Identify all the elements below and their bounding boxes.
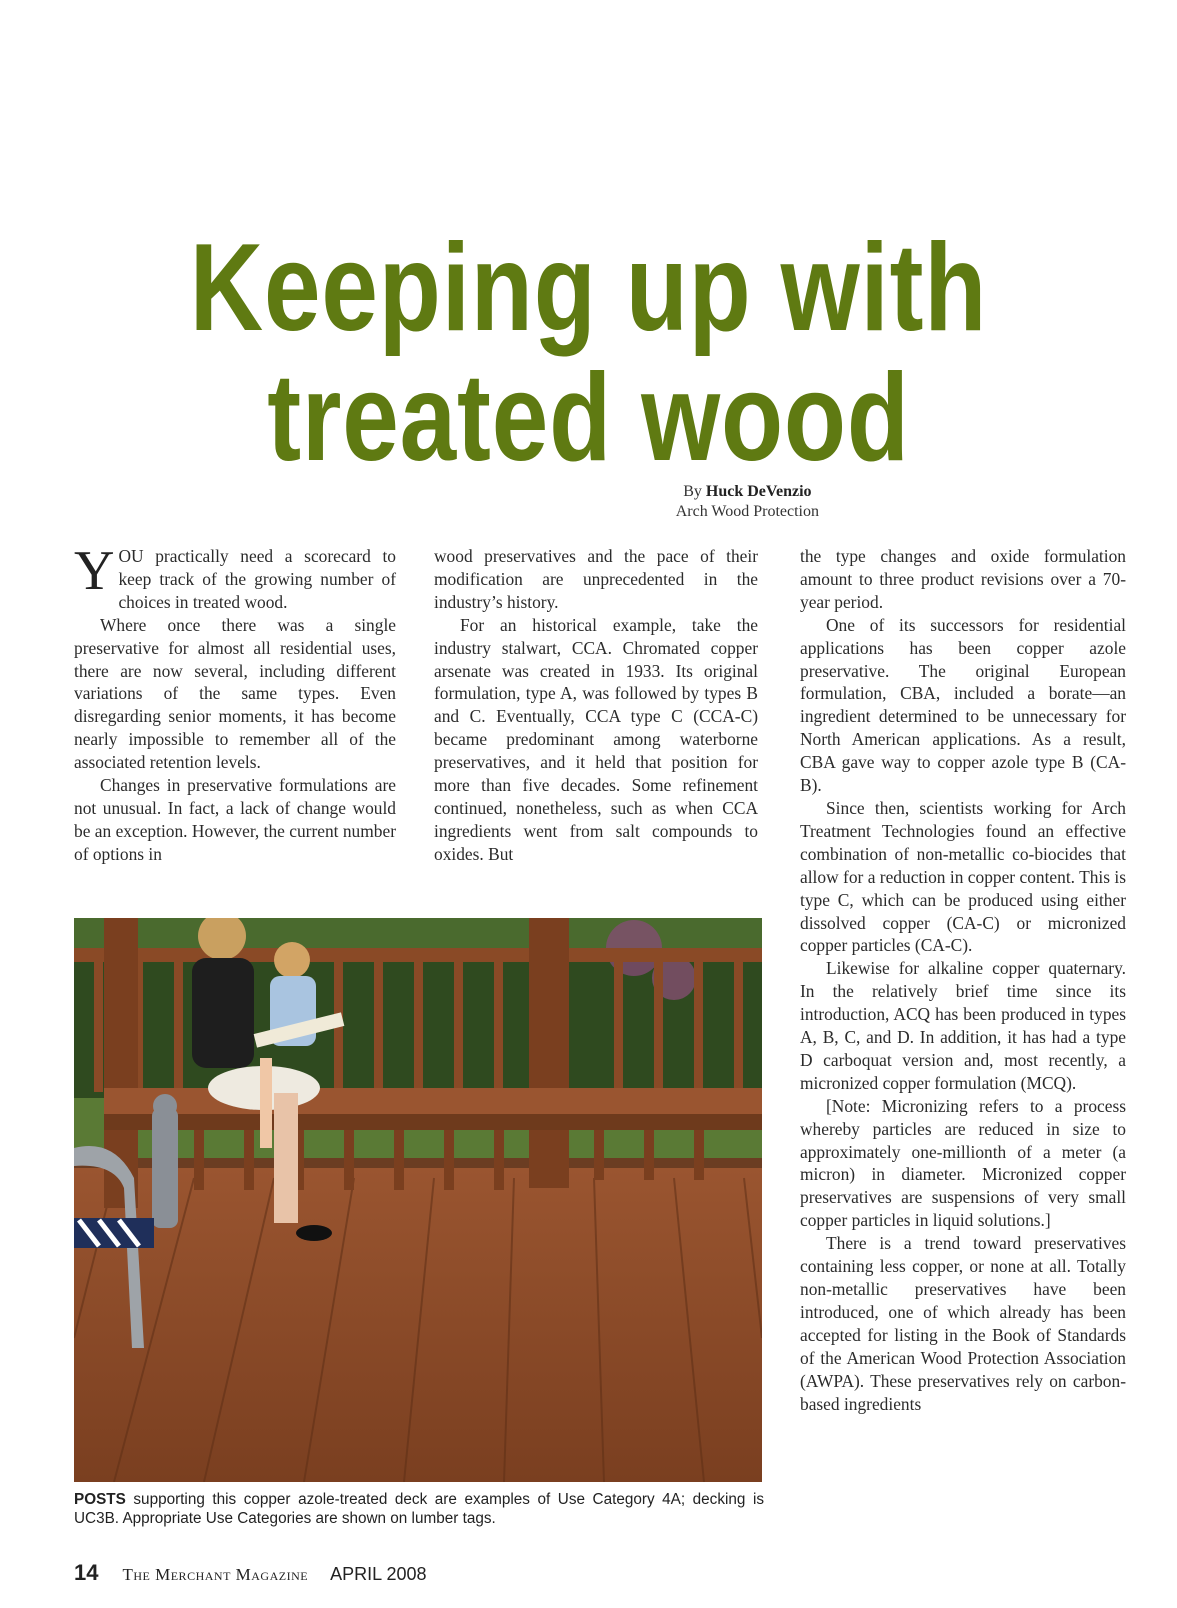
paragraph: One of its successors for residential applications has been copper azole preservative. The original European formulation, CBA, included a borate—an ingredient determined to be unnecessary for North American applications. As a result, CBA gave way to copper azole type B (CA-B). bbox=[800, 614, 1126, 796]
byline-affiliation: Arch Wood Protection bbox=[675, 503, 819, 520]
byline-prefix: By bbox=[683, 483, 706, 500]
headline-line-2: treated wood bbox=[267, 349, 910, 487]
paragraph: Changes in preservative formulations are not unusual. In fact, a lack of change would be an exception. However, the current number of options in bbox=[74, 775, 396, 864]
page-number: 14 bbox=[74, 1560, 99, 1585]
issue-date: APRIL 2008 bbox=[330, 1564, 427, 1584]
paragraph: Since then, scientists working for Arch Treatment Technologies found an effective combination of non-metallic co-biocides that allow for a reduction in copper content. This is type C, which can be produced using either dissolved copper (CA-C) or micronized copper particles (CA-C). bbox=[800, 797, 1126, 956]
page-footer bbox=[74, 1560, 427, 1586]
paragraph: Likewise for alkaline copper quaternary. In the relatively brief time since its introduction, ACQ has been produced in types A, B, C, and D. In addition, it has had a type D carboquat version and, most recently, a micronized copper formulation (MCQ). bbox=[800, 958, 1126, 1093]
paragraph: There is a trend toward preservatives containing less copper, or none at all. Totally non-metallic preservatives have been introduced, one of which already has been accepted for listing in the Book of Standards of the American Wood Protection Association (AWPA). These preservatives rely on carbon-based ingredients bbox=[800, 1233, 1126, 1414]
magazine-name: The Merchant Magazine bbox=[122, 1565, 309, 1584]
paragraph: wood preservatives and the pace of their modification are unprecedented in the industry’s history. bbox=[434, 546, 758, 612]
byline bbox=[676, 482, 819, 522]
paragraph: Where once there was a single preservative for almost all residential uses, there are now several, including different variations of the same types. Even disregarding senior moments, it has become nearly impossible to remember all of the associated retention levels. bbox=[74, 614, 396, 773]
column-2 bbox=[434, 545, 758, 866]
column-1 bbox=[74, 540, 396, 866]
paragraph: For an historical example, take the industry stalwart, CCA. Chromated copper arsenate was created in 1933. Its original formulation, type A, was followed by types B and C. Eventually, CCA type C (CCA-C) became predominant among waterborne preservatives, and it held that position for more than five decades. Some refinement continued, nonetheless, such as when CCA ingredients went from salt compounds to oxides. But bbox=[434, 614, 758, 864]
paragraph: the type changes and oxide formulation amount to three product revisions over a 70-year period. bbox=[800, 546, 1126, 612]
drop-cap: Y bbox=[74, 540, 115, 602]
caption-lead: POSTS bbox=[74, 1491, 126, 1508]
paragraph-text: OU practically need a scorecard to keep track of the growing number of choices in treated wood. bbox=[118, 546, 396, 612]
deck-illustration bbox=[74, 918, 762, 1482]
deck-photo bbox=[74, 918, 762, 1482]
byline-author: Huck DeVenzio bbox=[705, 483, 812, 500]
caption-text: supporting this copper azole-treated deck are examples of Use Category 4A; decking is UC3B. Appropriate Use Categories are shown on lumber tags. bbox=[74, 1491, 764, 1527]
photo-caption bbox=[74, 1490, 764, 1528]
paragraph: [Note: Micronizing refers to a process whereby particles are reduced in size to approximately one-millionth of a meter (a micron) in diameter. Micronized copper preservatives are suspensions of very small copper particles in liquid solutions.] bbox=[800, 1095, 1126, 1231]
paragraph bbox=[74, 540, 396, 614]
headline-line-1: Keeping up with bbox=[189, 219, 988, 357]
column-3 bbox=[800, 545, 1126, 1415]
